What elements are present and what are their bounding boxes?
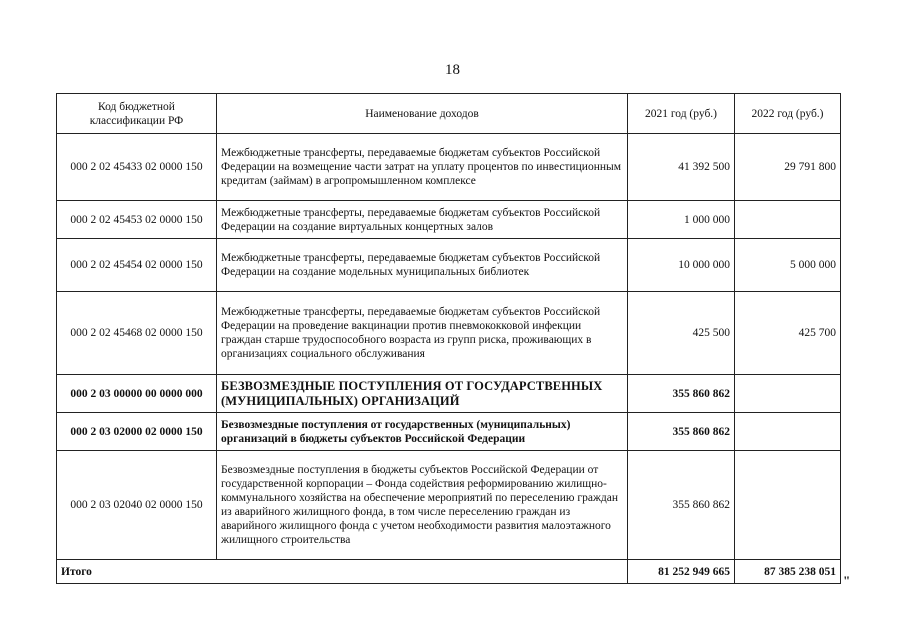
header-2022: 2022 год (руб.)	[735, 94, 841, 134]
row-2021: 355 860 862	[628, 413, 735, 451]
row-code: 000 2 02 45453 02 0000 150	[57, 201, 217, 239]
row-name: БЕЗВОЗМЕЗДНЫЕ ПОСТУПЛЕНИЯ ОТ ГОСУДАРСТВЕННЫХ (МУНИЦИПАЛЬНЫХ) ОРГАНИЗАЦИЙ	[217, 375, 628, 413]
row-code: 000 2 02 45433 02 0000 150	[57, 134, 217, 201]
table-row	[57, 239, 841, 292]
row-code: 000 2 03 00000 00 0000 000	[57, 375, 217, 413]
table-header-row	[57, 94, 841, 134]
row-2022: 29 791 800	[735, 134, 841, 201]
total-2022: 87 385 238 051	[735, 560, 841, 584]
row-name: Межбюджетные трансферты, передаваемые бюджетам субъектов Российской Федерации на проведение вакцинации против пневмококковой инфекции граждан старше трудоспособного возраста из групп риска, проживающих в организациях социального обслуживания	[217, 292, 628, 375]
row-2021: 41 392 500	[628, 134, 735, 201]
total-2021: 81 252 949 665	[628, 560, 735, 584]
closing-quote-mark: "	[843, 573, 851, 588]
row-code: 000 2 02 45454 02 0000 150	[57, 239, 217, 292]
row-name: Безвозмездные поступления от государственных (муниципальных) организаций в бюджеты субъектов Российской Федерации	[217, 413, 628, 451]
table-row	[57, 292, 841, 375]
row-code: 000 2 02 45468 02 0000 150	[57, 292, 217, 375]
header-name: Наименование доходов	[217, 94, 628, 134]
row-2022	[735, 451, 841, 560]
row-2021: 425 500	[628, 292, 735, 375]
budget-revenue-table	[56, 93, 841, 584]
row-2022: 425 700	[735, 292, 841, 375]
row-name: Межбюджетные трансферты, передаваемые бюджетам субъектов Российской Федерации на возмещение части затрат на уплату процентов по инвестиционным кредитам (займам) в агропромышленном комплексе	[217, 134, 628, 201]
table-row-subsection	[57, 413, 841, 451]
row-2021: 355 860 862	[628, 375, 735, 413]
row-2021: 355 860 862	[628, 451, 735, 560]
row-2022: 5 000 000	[735, 239, 841, 292]
row-name: Безвозмездные поступления в бюджеты субъектов Российской Федерации от государственной корпорации – Фонда содействия реформированию жилищно-коммунального хозяйства на обеспечение мероприятий по переселению граждан из аварийного жилищного фонда, в том числе переселению граждан из аварийного жилищного фонда с учетом необходимости развития малоэтажного жилищного строительства	[217, 451, 628, 560]
total-row	[57, 560, 841, 584]
row-name: Межбюджетные трансферты, передаваемые бюджетам субъектов Российской Федерации на создание виртуальных концертных залов	[217, 201, 628, 239]
table-row	[57, 134, 841, 201]
row-2022	[735, 413, 841, 451]
table-row-section	[57, 375, 841, 413]
row-2022	[735, 375, 841, 413]
table-row	[57, 451, 841, 560]
row-2021: 1 000 000	[628, 201, 735, 239]
row-code: 000 2 03 02000 02 0000 150	[57, 413, 217, 451]
header-code: Код бюджетной классификации РФ	[57, 94, 217, 134]
page-number: 18	[445, 62, 460, 78]
row-2021: 10 000 000	[628, 239, 735, 292]
row-code: 000 2 03 02040 02 0000 150	[57, 451, 217, 560]
header-2021: 2021 год (руб.)	[628, 94, 735, 134]
total-label: Итого	[57, 560, 628, 584]
row-2022	[735, 201, 841, 239]
row-name: Межбюджетные трансферты, передаваемые бюджетам субъектов Российской Федерации на создание модельных муниципальных библиотек	[217, 239, 628, 292]
table-row	[57, 201, 841, 239]
